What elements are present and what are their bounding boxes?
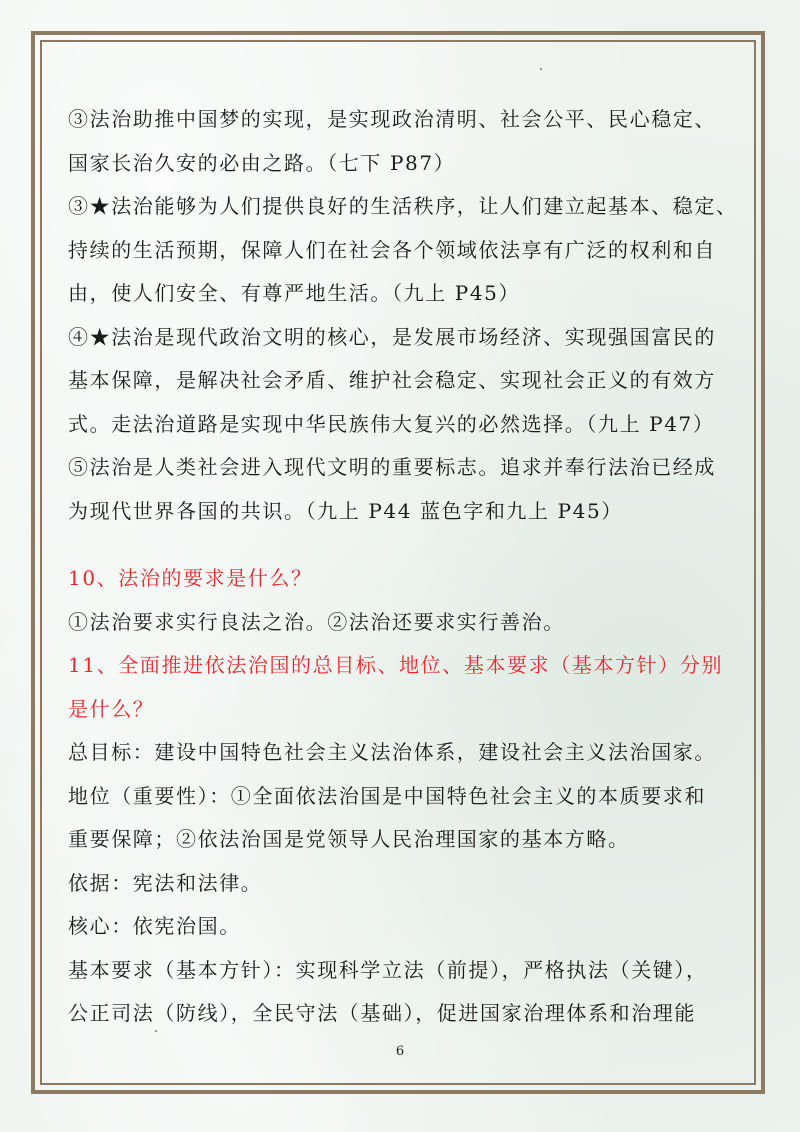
- text-line: 基本保障，是解决社会矛盾、维护社会稳定、实现社会正义的有效方: [68, 368, 716, 392]
- question-11-answer-line: 地位（重要性）：①全面依法治国是中国特色社会主义的本质要求和: [68, 783, 706, 808]
- text-line: 为现代世界各国的共识。（九上 P44 蓝色字和九上 P45）: [68, 498, 623, 523]
- question-11-heading: 11、全面推进依法治国的总目标、地位、基本要求（基本方针）分别: [68, 653, 724, 677]
- speck-mark: [155, 1030, 157, 1032]
- text-line: ④★法治是现代政治文明的核心，是发展市场经济、实现强国富民的: [68, 324, 716, 349]
- section-gap: [68, 533, 728, 557]
- text-line: 由，使人们安全、有尊严地生活。（九上 P45）: [68, 281, 521, 305]
- question-11-answer-line: 核心：依宪治国。: [68, 914, 241, 938]
- text-line: 持续的生活预期，保障人们在社会各个领域依法享有广泛的权利和自: [68, 237, 716, 262]
- speck-mark: [540, 68, 542, 70]
- question-11-answer-line: 公正司法（防线），全民守法（基础），促进国家治理体系和治理能: [68, 1001, 696, 1025]
- text-line: ⑤法治是人类社会进入现代文明的重要标志。追求并奉行法治已经成: [68, 455, 716, 479]
- question-10-heading: 10、法治的要求是什么？: [68, 566, 313, 590]
- text-line: ③★法治能够为人们提供良好的生活秩序，让人们建立起基本、稳定、: [68, 194, 738, 218]
- text-line: 式。走法治道路是实现中华民族伟大复兴的必然选择。（九上 P47）: [68, 411, 715, 436]
- text-line: 国家长治久安的必由之路。（七下 P87）: [68, 150, 456, 175]
- question-11-answer-line: 重要保障；②依法治国是党领导人民治理国家的基本方略。: [68, 827, 630, 851]
- question-11-answer-line: 总目标：建设中国特色社会主义法治体系，建设社会主义法治国家。: [68, 740, 716, 764]
- question-10-answer: ①法治要求实行良法之治。②法治还要求实行善治。: [68, 609, 565, 634]
- text-line: ③法治助推中国梦的实现，是实现政治清明、社会公平、民心稳定、: [68, 107, 716, 131]
- question-11-answer-line: 基本要求（基本方针）：实现科学立法（前提），严格执法（关键），: [68, 957, 708, 982]
- page-number: 6: [395, 1044, 405, 1059]
- question-11-answer-line: 依据：宪法和法律。: [68, 870, 263, 895]
- question-11-heading-continued: 是什么？: [68, 696, 155, 721]
- document-body: [68, 98, 738, 1036]
